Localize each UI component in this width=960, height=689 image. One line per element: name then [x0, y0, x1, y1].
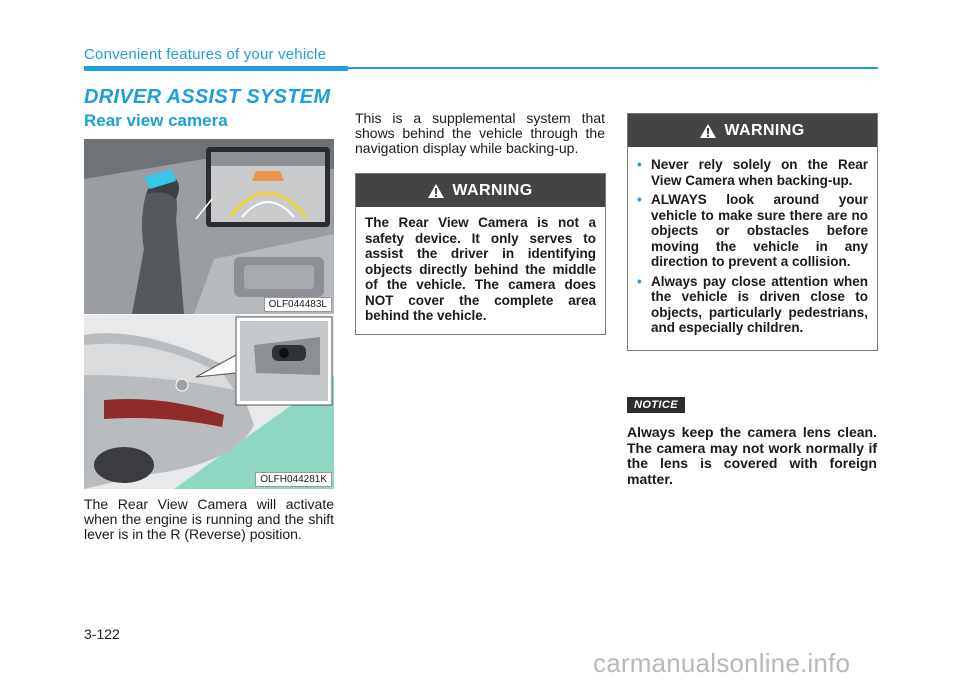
warning-bullet-list — [637, 157, 868, 336]
header-bar — [84, 66, 348, 71]
list-item — [637, 192, 868, 270]
section-title: DRIVER ASSIST SYSTEM — [84, 86, 331, 108]
rear-camera-illustration — [84, 315, 334, 489]
warning-heading: WARNING — [452, 181, 533, 199]
warning-box-backing — [627, 113, 878, 351]
camera-activation-paragraph: The Rear View Camera will activate when the engine is running and the shift lever is in the R (Reverse) position. — [84, 496, 334, 542]
warning-triangle-icon — [428, 184, 444, 198]
list-item — [637, 274, 868, 336]
warning-header — [628, 114, 877, 147]
bullet-dot-icon: • — [637, 273, 642, 289]
system-description-paragraph: This is a supplemental system that shows behind the vehicle through the navigation display while backing-up. — [355, 110, 605, 156]
running-header: Convenient features of your vehicle — [84, 46, 327, 63]
warning-header — [356, 174, 605, 207]
warning-triangle-icon — [700, 124, 716, 138]
subsection-title: Rear view camera — [84, 111, 228, 130]
shift-lever-illustration — [84, 139, 334, 314]
notice-badge: NOTICE — [627, 397, 685, 413]
figure-shift-lever — [84, 139, 334, 314]
page-number: 3-122 — [84, 626, 120, 642]
warning-box-safety — [355, 173, 606, 335]
bullet-text: Always pay close attention when the vehicle is driven close to objects, particularly pedestrians, and especially children. — [651, 273, 868, 335]
figure-label: OLF044483L — [264, 297, 332, 312]
warning-text: The Rear View Camera is not a safety device. It only serves to assist the driver in identifying objects directly behind the middle of the vehicle. The camera does NOT cover the complete area behind the vehicle. — [365, 215, 596, 323]
list-item — [637, 157, 868, 188]
bullet-dot-icon: • — [637, 157, 642, 172]
bullet-dot-icon: • — [637, 192, 642, 207]
figure-label: OLFH044281K — [255, 472, 332, 487]
warning-body — [628, 147, 877, 350]
watermark: carmanualsonline.info — [593, 648, 851, 678]
figure-rear-camera — [84, 315, 334, 489]
notice-text: Always keep the camera lens clean. The camera may not work normally if the lens is covered with foreign matter. — [627, 424, 877, 487]
bullet-text: ALWAYS look around your vehicle to make sure there are no objects or obstacles before moving the vehicle in any direction to prevent a collision. — [651, 192, 868, 269]
header-rule — [348, 67, 878, 69]
warning-heading: WARNING — [724, 121, 805, 139]
bullet-text: Never rely solely on the Rear View Camera when backing-up. — [651, 157, 868, 188]
